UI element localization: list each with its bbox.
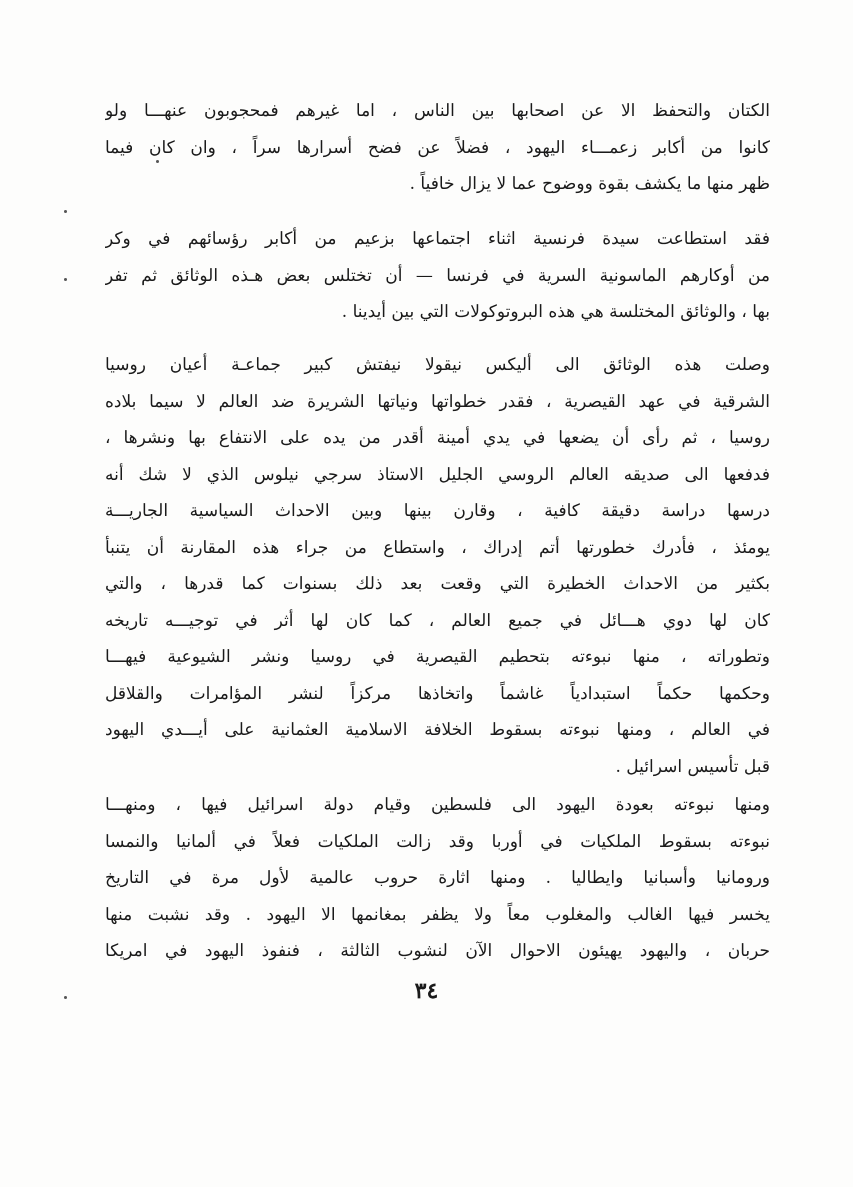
scan-speck xyxy=(64,996,67,999)
text-line: روسيا ، ثم رأى أن يضعها في يدي أمينة أقدر من يده على الانتفاع بها ونشرها ، xyxy=(105,428,770,448)
text-line: بكثير من الاحداث الخطيرة التي وقعت بعد ذلك بسنوات كما قدرها ، والتي xyxy=(105,574,770,594)
text-line: فقد استطاعت سيدة فرنسية اثناء اجتماعها بزعيم من أكابر رؤسائهم في وكر xyxy=(105,229,770,249)
text-line: كان لها دوي هـــائل في جميع العالم ، كما كان لها أثر في توجيـــه تاريخه xyxy=(105,610,770,631)
scan-speck xyxy=(64,210,67,213)
text-line: ومنها نبوءته بعودة اليهود الى فلسطين وقيام دولة اسرائيل فيها ، ومنهـــا xyxy=(105,795,770,815)
text-line: كانوا من أكابر زعمـــاء اليهود ، فضلاً عن فضح أسرارها سراً ، وان كان فيما xyxy=(105,137,770,158)
text-line: في العالم ، ومنها نبوءته بسقوط الخلافة الاسلامية العثمانية على أيـــدي اليهود xyxy=(105,720,770,740)
text-line: نبوءته بسقوط الملكيات في أوربا وقد زالت الملكيات فعلاً في ألمانيا والنمسا xyxy=(105,831,770,852)
text-line: الكتان والتحفظ الا عن اصحابها بين الناس ، اما غيرهم فمحجوبون عنهـــا ولو xyxy=(105,101,770,121)
text-line: وصلت هذه الوثائق الى أليكس نيقولا نيفتش كبير جماعـة أعيان روسيا xyxy=(105,355,770,375)
text-line: من أوكارهم الماسونية السرية في فرنسا — أن تختلس بعض هـذه الوثائق ثم تفر xyxy=(105,265,770,286)
text-line: وتطوراته ، منها نبوءته بتحطيم القيصرية في روسيا ونشر الشيوعية فيهـــا xyxy=(105,647,770,667)
paragraph-1 xyxy=(105,93,770,203)
page-number: ٣٤ xyxy=(414,978,439,1004)
text-line: فدفعها الى صديقه العالم الروسي الجليل الاستاذ سرجي نيلوس الذي لا شك أنه xyxy=(105,464,770,485)
text-line: بها ، والوثائق المختلسة هي هذه البروتوكولات التي بين أيدينا . xyxy=(341,302,770,322)
text-line: حربان ، واليهود يهيئون الاحوال الآن لنشوب الثالثة ، فنفوذ اليهود في امريكا xyxy=(105,941,770,961)
text-line: يومئذ ، فأدرك خطورتها أتم إدراك ، واستطاع من جراء هذه المقارنة أن يتنبأ xyxy=(105,537,770,558)
text-line: الشرقية في عهد القيصرية ، فقدر خطواتها ونياتها الشريرة ضد العالم لا سيما بلاده xyxy=(105,391,770,412)
text-line: وحكمها حكماً استبدادياً غاشماً واتخاذها مركزاً لنشر المؤامرات والقلاقل xyxy=(105,683,770,704)
scan-speck xyxy=(64,278,67,281)
paragraph-3 xyxy=(105,347,770,785)
text-line: درسها دراسة دقيقة كافية ، وقارن بينها وبين الاحداث السياسية الجاريـــة xyxy=(105,501,770,521)
text-line: ظهر منها ما يكشف بقوة ووضوح عما لا يزال خافياً . xyxy=(409,174,770,194)
text-line: قبل تأسيس اسرائيل . xyxy=(615,756,770,777)
text-line: ورومانيا وأسبانيا وايطاليا . ومنها اثارة حروب عالمية لأول مرة في التاريخ xyxy=(105,868,770,888)
paragraph-4 xyxy=(105,787,770,970)
scan-speck xyxy=(156,160,159,163)
paragraph-2 xyxy=(105,221,770,331)
text-line: يخسر فيها الغالب والمغلوب معاً ولا يظفر بمغانمها الا اليهود . وقد نشبت منها xyxy=(105,904,770,925)
